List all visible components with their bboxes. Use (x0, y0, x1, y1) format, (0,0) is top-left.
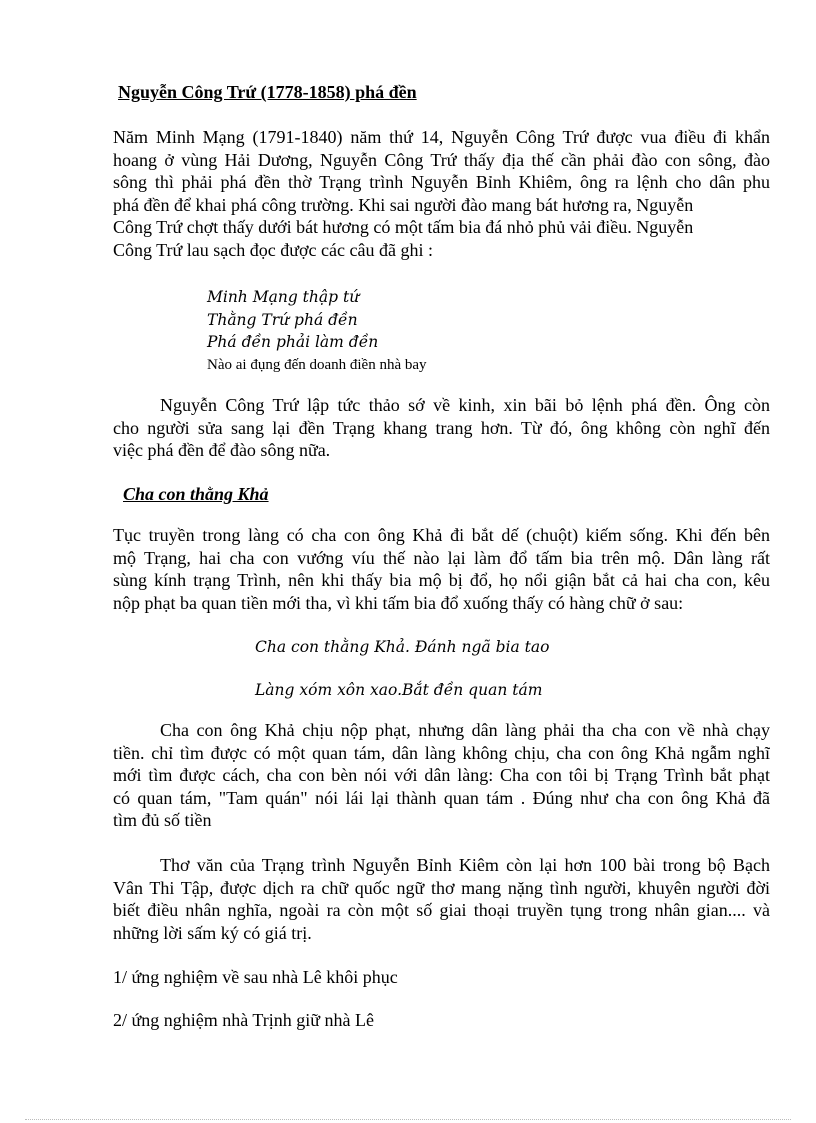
section-title: Cha con thằng Khả (123, 484, 269, 504)
poem-line: Thằng Trứ phá đền (207, 310, 358, 329)
text-line: sùng kính trạng Trình, nên khi thấy bia mộ bị đổ, họ nổi giận bắt cả hai cha con, kêu (113, 570, 770, 590)
text-line: tìm đủ số tiền (113, 810, 212, 830)
text-line: Năm Minh Mạng (1791-1840) năm thứ 14, Nguyễn Công Trứ được vua điều đi khẩn (113, 127, 770, 147)
text-line: phá đền để khai phá công trường. Khi sai người đào mang bát hương ra, Nguyễn (113, 194, 694, 215)
poem (207, 286, 427, 376)
text-line: mới tìm được cách, cha con bèn nói với dân làng: Cha con tôi bị Trạng Trình bắt phạt (113, 765, 770, 785)
text-line: mộ Trạng, hai cha con vướng víu thế nào lại làm đổ tấm bia trên mộ. Dân làng rất (113, 547, 770, 568)
section-title: Nguyễn Công Trứ (1778-1858) phá đền (118, 82, 417, 102)
list-item: 2/ ứng nghiệm nhà Trịnh giữ nhà Lê (113, 1010, 374, 1030)
text-line: tiền. chỉ tìm được có một quan tám, dân làng không chịu, cha con ông Khả ngẫm nghĩ (113, 742, 770, 763)
poem-line: Làng xóm xôn xao.Bắt đền quan tám (255, 681, 543, 699)
text-line: Cha con ông Khả chịu nộp phạt, nhưng dân làng phải tha cha con về nhà chạy (160, 720, 770, 740)
text-line: nộp phạt ba quan tiền mới tha, vì khi tấm bia đổ xuống thấy có hàng chữ ở sau: (113, 592, 684, 613)
text-line: biết điều nhân nghĩa, ngoài ra còn một số giai thoại truyền tụng trong nhân gian.... và (113, 900, 770, 920)
poem-line: Nào ai đụng đến doanh điền nhà bay (207, 356, 427, 373)
poem-line: Cha con thằng Khả. Đánh ngã bia tao (255, 638, 550, 656)
poem-line: Phá đền phải làm đền (207, 333, 379, 351)
page-bottom-divider (25, 1119, 791, 1120)
text-line: những lời sấm ký có giá trị. (113, 922, 312, 943)
paragraph (113, 854, 770, 944)
text-line: Tục truyền trong làng có cha con ông Khả đi bắt dế (chuột) kiếm sống. Khi đến bên (113, 525, 770, 545)
list-item: 1/ ứng nghiệm về sau nhà Lê khôi phục (113, 967, 398, 987)
paragraph (113, 126, 770, 261)
text-line: sông thì phải phá đền thờ Trạng trình Nguyễn Bỉnh Khiêm, ông ra lệnh cho dân phu (113, 172, 770, 192)
text-line: có quan tám, "Tam quán" nói lái lại thành quan tám . Đúng như cha con ông Khả đã (113, 787, 770, 808)
text-line: Vân Thi Tập, được dịch ra chữ quốc ngữ thơ mang nặng tình người, khuyên người đời (113, 877, 770, 898)
text-line: cho người sửa sang lại đền Trạng khang trang hơn. Từ đó, ông không còn nghĩ đến (113, 417, 770, 438)
poem-line: Minh Mạng thập tứ (207, 288, 360, 306)
text-line: Công Trứ lau sạch đọc được các câu đã ghi : (113, 239, 433, 260)
text-line: hoang ở vùng Hải Dương, Nguyễn Công Trứ thấy địa thế cần phải đào con sông, đào (113, 149, 770, 170)
paragraph (113, 394, 770, 462)
text-line: Công Trứ chợt thấy dưới bát hương có một tấm bia đá nhỏ phủ vải điều. Nguyễn (113, 217, 694, 237)
text-line: Nguyễn Công Trứ lập tức thảo sớ về kinh, xin bãi bỏ lệnh phá đền. Ông còn (160, 395, 770, 415)
text-line: việc phá đền để đào sông nữa. (113, 440, 331, 460)
text-line: Thơ văn của Trạng trình Nguyễn Bỉnh Kiêm còn lại hơn 100 bài trong bộ Bạch (160, 855, 770, 875)
paragraph (113, 524, 770, 614)
paragraph (113, 719, 770, 832)
